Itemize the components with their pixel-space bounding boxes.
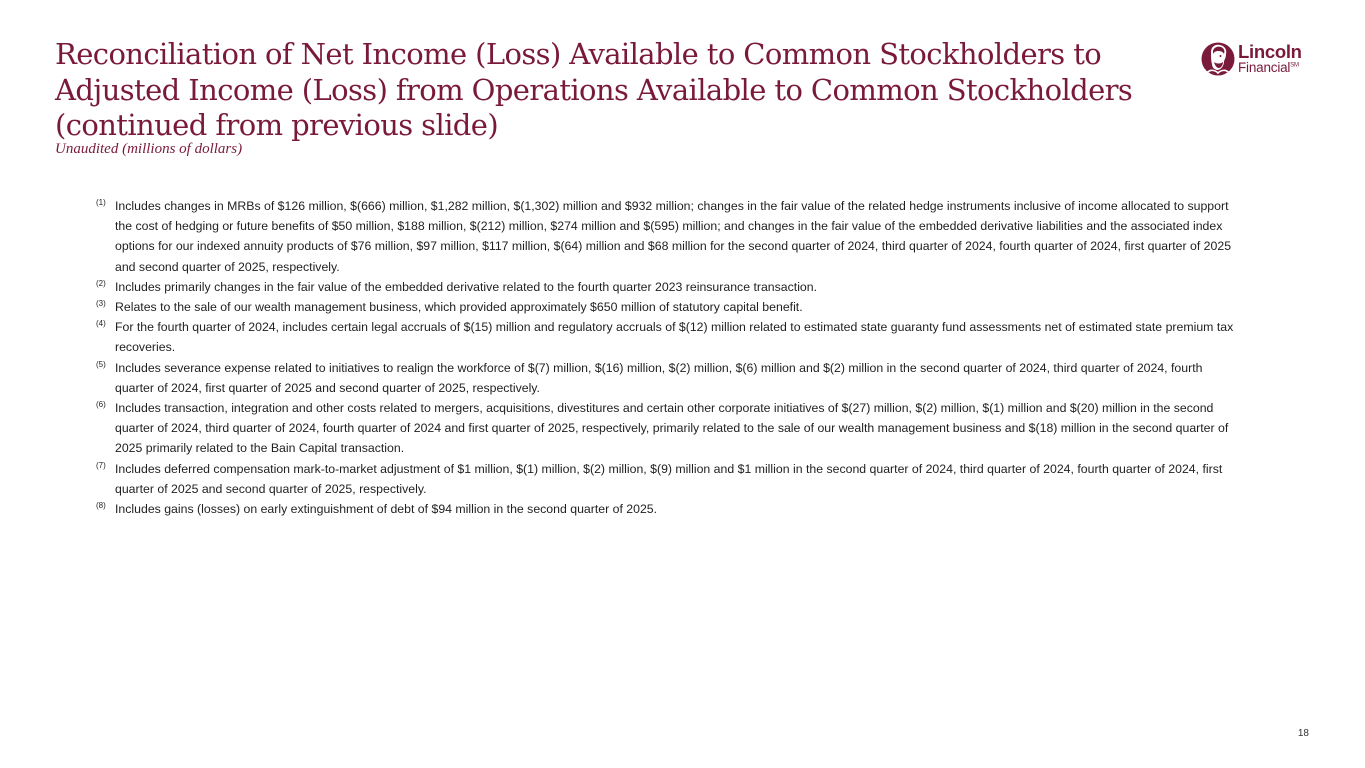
logo-trademark: SM bbox=[1290, 62, 1299, 69]
footnote-marker: (3) bbox=[96, 299, 106, 309]
footnote-marker: (7) bbox=[96, 460, 106, 470]
footnote-3 bbox=[96, 297, 1236, 317]
footnote-5 bbox=[96, 358, 1236, 398]
footnote-6 bbox=[96, 398, 1236, 459]
page-number: 18 bbox=[1297, 728, 1309, 739]
lincoln-portrait-icon bbox=[1201, 40, 1235, 78]
footnote-text: Includes primarily changes in the fair value of the embedded derivative related to the fourth quarter 2023 reinsurance transaction. bbox=[115, 279, 818, 294]
footnote-marker: (4) bbox=[96, 319, 106, 329]
footnote-marker: (2) bbox=[96, 278, 106, 288]
footnotes-list bbox=[96, 196, 1236, 519]
footnote-marker: (6) bbox=[96, 400, 106, 410]
footnote-4 bbox=[96, 317, 1236, 357]
footnote-marker: (1) bbox=[96, 198, 106, 207]
page-title: Reconciliation of Net Income (Loss) Available to Common Stockholders to Adjusted Income (Loss) from Operations Available to Common Stockholders (continued from previous slide) bbox=[55, 37, 1133, 142]
footnote-marker: (8) bbox=[96, 501, 106, 511]
footnote-text: Includes changes in MRBs of $126 million, $(666) million, $1,282 million, $(1,302) million and $932 million; changes in the fair value of the related hedge instruments inclusive of income allocated to support the cost of hedging or future benefits of $50 million, $188 million, $(212) million, $274 million and $(595) million; and changes in the fair value of the embedded derivative liabilities and the associated index options for our indexed annuity products of $76 million, $97 million, $117 million, $(64) million and $68 million for the second quarter of 2024, third quarter of 2024, fourth quarter of 2024, first quarter of 2025 and second quarter of 2025, respectively. bbox=[115, 199, 1232, 274]
logo-wordmark-main: Lincoln bbox=[1238, 41, 1302, 62]
footnote-text: Relates to the sale of our wealth management business, which provided approximately $650 million of statutory capital benefit. bbox=[115, 300, 803, 315]
logo-wordmark-sub-text: Financial bbox=[1238, 60, 1291, 75]
footnote-text: Includes transaction, integration and other costs related to mergers, acquisitions, divestitures and certain other corporate initiatives of $(27) million, $(2) million, $(1) million and $(20) million in the second quarter of 2024, third quarter of 2024, fourth quarter of 2024 and first quarter of 2025, respectively, primarily related to the sale of our wealth management business and $(18) million in the second quarter of 2025 primarily related to the Bain Capital transaction. bbox=[115, 401, 1229, 456]
footnote-text: Includes gains (losses) on early extinguishment of debt of $94 million in the second quarter of 2025. bbox=[115, 502, 658, 517]
footnote-marker: (5) bbox=[96, 359, 106, 369]
footnote-text: Includes severance expense related to initiatives to realign the workforce of $(7) million, $(16) million, $(2) million, $(6) million and $(2) million in the second quarter of 2024, third quarter of 2024, fourth quarter of 2024, first quarter of 2025 and second quarter of 2025, respectively. bbox=[115, 360, 1203, 395]
footnote-7 bbox=[96, 459, 1236, 499]
footnote-text: Includes deferred compensation mark-to-market adjustment of $1 million, $(1) million, $(2) million, $(9) million and $1 million in the second quarter of 2024, third quarter of 2024, fourth quarter of 2024, first quarter of 2025 and second quarter of 2025, respectively. bbox=[115, 461, 1223, 496]
logo-wordmark-sub bbox=[1238, 60, 1299, 75]
lincoln-financial-logo bbox=[1201, 39, 1311, 79]
footnote-2 bbox=[96, 277, 1236, 297]
footnote-1 bbox=[96, 196, 1236, 277]
footnote-8 bbox=[96, 499, 1236, 519]
page-subtitle: Unaudited (millions of dollars) bbox=[55, 141, 243, 157]
footnote-text: For the fourth quarter of 2024, includes certain legal accruals of $(15) million and regulatory accruals of $(12) million related to estimated state guaranty fund assessments net of estimated state premium tax recoveries. bbox=[115, 320, 1234, 355]
